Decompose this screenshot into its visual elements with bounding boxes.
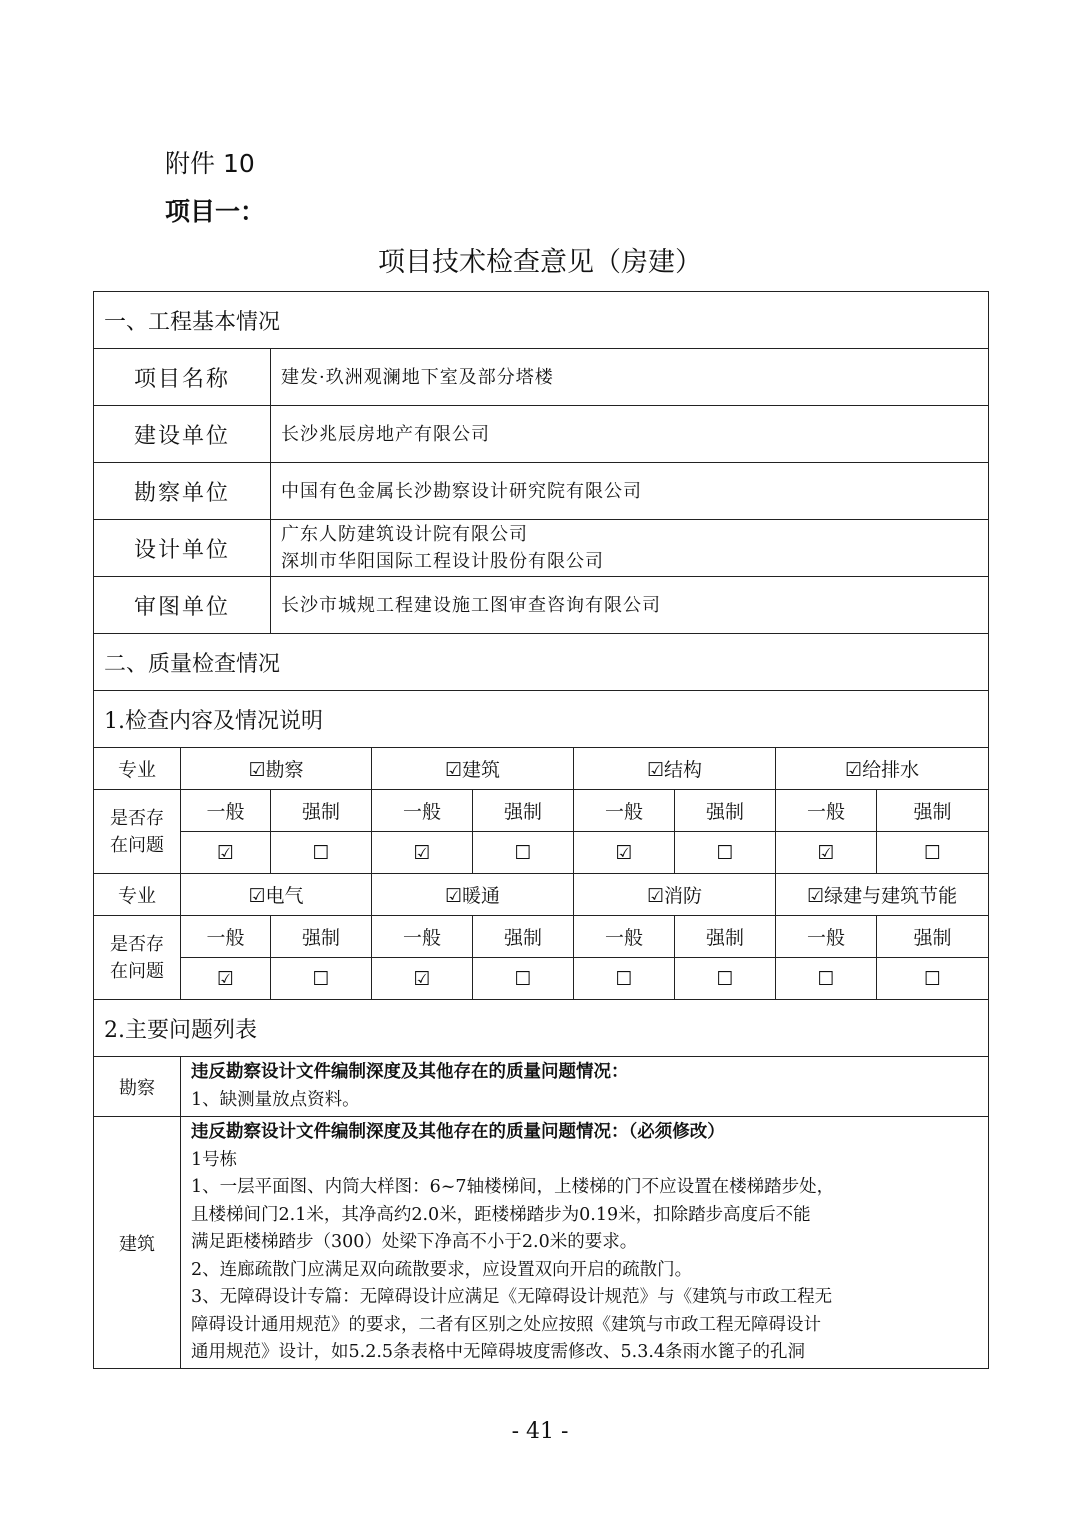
table-row: [94, 1117, 989, 1369]
general-label: 一般: [776, 916, 877, 958]
issue-line: 1、一层平面图、内筒大样图：6~7轴楼梯间，上楼梯的门不应设置在楼梯踏步处，: [191, 1177, 835, 1197]
info-value-line: 深圳市华阳国际工程设计股份有限公司: [281, 551, 604, 572]
mandatory-label: 强制: [473, 916, 574, 958]
mandatory-checkbox: ☐: [271, 958, 372, 1000]
document-title: 项目技术检查意见（房建）: [378, 247, 702, 278]
table-row: [94, 691, 989, 748]
section2-heading: 二、质量检查情况: [94, 634, 989, 691]
general-checkbox: ☑: [181, 832, 271, 874]
table-row: [94, 292, 989, 349]
general-label: 一般: [372, 790, 473, 832]
general-label: 一般: [181, 790, 271, 832]
issue-discipline: 建筑: [94, 1117, 181, 1369]
issue-line: 1号栋: [191, 1149, 238, 1170]
general-checkbox: ☑: [181, 958, 271, 1000]
table-row: [94, 916, 989, 958]
inspection-table: [93, 291, 989, 1369]
table-row: [94, 406, 989, 463]
table-row: [94, 832, 989, 874]
subsection-heading: 1.检查内容及情况说明: [94, 691, 989, 748]
table-row: [94, 958, 989, 1000]
info-value-line: 广东人防建筑设计院有限公司: [281, 524, 528, 545]
mandatory-checkbox: ☐: [675, 832, 776, 874]
general-checkbox: ☐: [776, 958, 877, 1000]
discipline-name: ☑给排水: [776, 748, 989, 790]
general-checkbox: ☑: [372, 958, 473, 1000]
table-row: [94, 520, 989, 577]
issue-exists-label: 是否存在问题: [94, 916, 181, 1000]
info-value: [271, 406, 989, 463]
discipline-name: ☑结构: [574, 748, 776, 790]
discipline-name: ☑消防: [574, 874, 776, 916]
section1-heading: 一、工程基本情况: [94, 292, 989, 349]
general-checkbox: ☑: [372, 832, 473, 874]
issue-exists-label: 是否存在问题: [94, 790, 181, 874]
table-row: [94, 1057, 989, 1117]
issue-line: 1、缺测量放点资料。: [191, 1089, 360, 1110]
issue-line: 障碍设计通用规范》的要求，二者有区别之处应按照《建筑与市政工程无障碍设计: [191, 1314, 821, 1335]
discipline-name: ☑勘察: [181, 748, 372, 790]
table-row: [94, 748, 989, 790]
mandatory-label: 强制: [877, 790, 989, 832]
mandatory-label: 强制: [877, 916, 989, 958]
info-value: [271, 349, 989, 406]
discipline-header-label: 专业: [94, 874, 181, 916]
discipline-header-label: 专业: [94, 748, 181, 790]
info-value: [271, 577, 989, 634]
info-value-line: 中国有色金属长沙勘察设计研究院有限公司: [281, 480, 642, 502]
general-label: 一般: [776, 790, 877, 832]
mandatory-checkbox: ☐: [877, 958, 989, 1000]
table-row: [94, 874, 989, 916]
table-body: [94, 292, 989, 1369]
info-value: [271, 520, 989, 577]
general-label: 一般: [372, 916, 473, 958]
mandatory-checkbox: ☐: [877, 832, 989, 874]
project-label: 项目一：: [165, 197, 266, 226]
info-value-line: 长沙市城规工程建设施工图审查咨询有限公司: [281, 594, 661, 616]
info-label: 勘察单位: [94, 463, 271, 520]
discipline-name: ☑绿建与建筑节能: [776, 874, 989, 916]
annex-label: 附件 10: [165, 149, 255, 178]
general-checkbox: ☐: [574, 958, 675, 1000]
table-row: [94, 577, 989, 634]
mandatory-checkbox: ☐: [271, 832, 372, 874]
table-row: [94, 790, 989, 832]
info-value: [271, 463, 989, 520]
issue-line: 且楼梯间门2.1米，其净高约2.0米，距楼梯踏步为0.19米，扣除踏步高度后不能: [191, 1204, 811, 1225]
mandatory-label: 强制: [271, 916, 372, 958]
issue-details: [181, 1117, 989, 1369]
info-value-line: 长沙兆辰房地产有限公司: [281, 423, 490, 445]
info-label: 建设单位: [94, 406, 271, 463]
issue-line: 违反勘察设计文件编制深度及其他存在的质量问题情况：（必须修改）: [191, 1122, 725, 1142]
mandatory-label: 强制: [675, 790, 776, 832]
issue-discipline: 勘察: [94, 1057, 181, 1117]
general-checkbox: ☑: [574, 832, 675, 874]
info-label: 设计单位: [94, 520, 271, 577]
info-label: 审图单位: [94, 577, 271, 634]
mandatory-checkbox: ☐: [473, 832, 574, 874]
table-row: [94, 634, 989, 691]
mandatory-checkbox: ☐: [473, 958, 574, 1000]
info-label: 项目名称: [94, 349, 271, 406]
page-number: - 41 -: [511, 1419, 569, 1444]
general-label: 一般: [181, 916, 271, 958]
table-row: [94, 463, 989, 520]
discipline-name: ☑电气: [181, 874, 372, 916]
general-label: 一般: [574, 790, 675, 832]
mandatory-label: 强制: [675, 916, 776, 958]
mandatory-label: 强制: [271, 790, 372, 832]
subsection-heading: 2.主要问题列表: [94, 1000, 989, 1057]
issue-line: 通用规范》设计，如5.2.5条表格中无障碍坡度需修改、5.3.4条雨水篦子的孔洞: [191, 1342, 806, 1362]
discipline-name: ☑暖通: [372, 874, 574, 916]
issue-line: 3、无障碍设计专篇：无障碍设计应满足《无障碍设计规范》与《建筑与市政工程无: [191, 1287, 833, 1307]
table-row: [94, 1000, 989, 1057]
info-value-line: 建发·玖洲观澜地下室及部分塔楼: [281, 366, 554, 388]
mandatory-checkbox: ☐: [675, 958, 776, 1000]
general-label: 一般: [574, 916, 675, 958]
general-checkbox: ☑: [776, 832, 877, 874]
table-row: [94, 349, 989, 406]
issue-details: [181, 1057, 989, 1117]
issue-line: 2、连廊疏散门应满足双向疏散要求，应设置双向开启的疏散门。: [191, 1259, 693, 1280]
discipline-name: ☑建筑: [372, 748, 574, 790]
issue-line: 满足距楼梯踏步（300）处梁下净高不小于2.0米的要求。: [191, 1232, 638, 1252]
mandatory-label: 强制: [473, 790, 574, 832]
issue-line: 违反勘察设计文件编制深度及其他存在的质量问题情况：: [191, 1062, 629, 1082]
